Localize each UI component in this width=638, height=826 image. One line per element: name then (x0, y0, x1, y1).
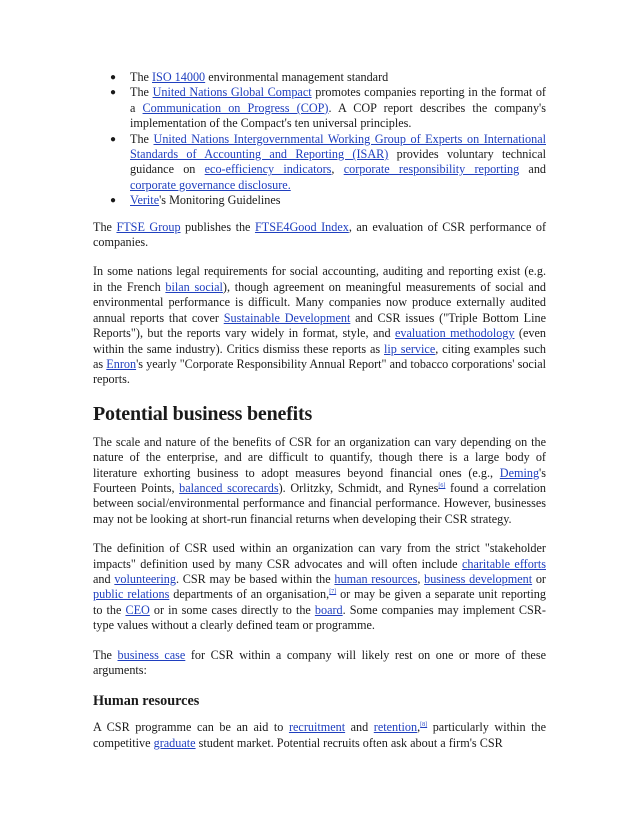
link-recruitment[interactable]: recruitment (288, 720, 346, 735)
paragraph-business-case (93, 648, 546, 679)
text: , (331, 162, 344, 177)
link-charitable-efforts[interactable]: charitable efforts (461, 556, 546, 571)
citation-6[interactable]: [6] (438, 482, 446, 489)
text: , an evaluation of CSR performance of companies. (93, 219, 547, 250)
text: or may be given a separate unit reporting to the (93, 587, 546, 617)
link-communication-on-progress[interactable]: Communication on Progress (COP) (142, 100, 329, 115)
link-ftse-group[interactable]: FTSE Group (116, 219, 181, 234)
link-sustainable-development[interactable]: Sustainable Development (223, 310, 351, 325)
link-isar[interactable]: United Nations Intergovernmental Working Group of Experts on International Standards of Accounting and Reporting (ISAR) (130, 131, 546, 162)
link-deming[interactable]: Deming (499, 465, 540, 480)
text: environmental management standard (205, 70, 389, 84)
text: particularly within the competitive (93, 720, 546, 750)
text: 's yearly "Corporate Responsibility Annual Report" and tobacco corporations' social reports. (93, 356, 547, 387)
text: student market. Potential recruits often ask about a firm's CSR (195, 735, 503, 750)
link-graduate[interactable]: graduate (153, 735, 196, 750)
list-item (93, 85, 546, 131)
list-item (93, 132, 546, 194)
text: A CSR programme can be an aid to (93, 720, 289, 735)
link-un-global-compact[interactable]: United Nations Global Compact (152, 85, 312, 100)
link-enron[interactable]: Enron (106, 356, 137, 371)
link-corporate-governance-disclosure[interactable]: corporate governance disclosure. (130, 177, 291, 192)
paragraph-scale-and-nature (93, 435, 546, 527)
text: , citing examples such as (93, 341, 546, 371)
text: . A COP report describes the company's implementation of the Compact's ten universal principles. (130, 100, 546, 131)
bullet-icon: ● (110, 87, 117, 99)
text: found a correlation between social/environmental performance and financial performance. However, businesses may not be looking at short-run financial returns when developing their CSR strategy. (93, 480, 546, 526)
text: The (93, 647, 118, 662)
text: 's Fourteen Points, (93, 465, 546, 495)
text: ), though agreement on meaningful measurements of social and environmental performance is difficult. Many companies now produce externally audited annual reports that cover (93, 279, 547, 325)
link-lip-service[interactable]: lip service (384, 341, 436, 356)
text: and (519, 162, 547, 177)
text: for CSR within a company will likely rest on one or more of these arguments: (93, 647, 546, 677)
text: departments of an organisation, (169, 587, 330, 602)
link-ftse4good-index[interactable]: FTSE4Good Index (254, 219, 349, 234)
bullet-icon: ● (110, 72, 117, 83)
section-heading: Potential business benefits (93, 402, 313, 425)
text: The scale and nature of the benefits of CSR for an organization can vary depending on the nature of the enterprise, and are difficult to quantify, though there is a large body of literature exhorting business to adopt measures beyond financial ones (e.g., (93, 434, 546, 480)
text: 's Monitoring Guidelines (159, 193, 281, 208)
link-board[interactable]: board (314, 602, 343, 617)
link-iso-14000[interactable]: ISO 14000 (152, 70, 206, 84)
text: and (93, 571, 115, 586)
text: , (417, 571, 425, 586)
text: , (417, 720, 421, 735)
text: provides voluntary technical guidance on (130, 147, 546, 177)
link-business-development[interactable]: business development (424, 571, 533, 586)
list-item (93, 70, 546, 85)
text: publishes the (180, 219, 255, 234)
text: The (130, 85, 153, 100)
link-evaluation-methodology[interactable]: evaluation methodology (394, 326, 515, 341)
text: or (532, 571, 546, 586)
link-eco-efficiency-indicators[interactable]: eco-efficiency indicators (204, 162, 332, 177)
citation-8[interactable]: [8] (420, 722, 428, 729)
subsection-heading: Human resources (93, 693, 200, 710)
link-human-resources[interactable]: human resources (334, 571, 418, 586)
paragraph-definition (93, 541, 546, 633)
link-verite[interactable]: Verite (130, 193, 160, 208)
citation-7[interactable]: [7] (329, 589, 337, 596)
link-bilan-social[interactable]: bilan social (165, 279, 223, 294)
text: and (345, 720, 374, 735)
link-balanced-scorecards[interactable]: balanced scorecards (179, 480, 279, 495)
link-public-relations[interactable]: public relations (93, 587, 170, 602)
text: (even within the same industry). Critics dismiss these reports as (93, 326, 546, 356)
text: The (130, 131, 154, 146)
bullet-icon: ● (110, 195, 117, 207)
paragraph-ftse (93, 220, 546, 251)
link-retention[interactable]: retention (373, 720, 418, 735)
text: . CSR may be based within the (175, 571, 335, 586)
text: The (93, 219, 117, 234)
list-item (93, 193, 546, 208)
text: or in some cases directly to the (149, 602, 315, 617)
document-page (93, 70, 546, 751)
text: The (130, 70, 152, 84)
text: and CSR issues ("Triple Bottom Line Reports"), but the reports vary widely in format, style, and (93, 310, 546, 341)
text: ). Orlitzky, Schmidt, and Rynes (278, 480, 439, 495)
text: The definition of CSR used within an organization can vary from the strict "stakeholder impacts" definition used by many CSR advocates and will often include (93, 541, 546, 571)
paragraph-human-resources (93, 720, 546, 751)
text: . Some companies may implement CSR-type values without a clearly defined team or programme. (93, 602, 546, 633)
bullet-icon: ● (110, 133, 117, 145)
link-ceo[interactable]: CEO (125, 602, 150, 617)
text: In some nations legal requirements for social accounting, auditing and reporting exist (e.g. in the French (93, 264, 546, 294)
paragraph-legal-requirements (93, 264, 546, 387)
link-volunteering[interactable]: volunteering (114, 571, 176, 586)
link-corporate-responsibility-reporting[interactable]: corporate responsibility reporting (343, 162, 520, 177)
reporting-standards-list (93, 70, 546, 209)
text: promotes companies reporting in the format of a (130, 85, 546, 115)
link-business-case[interactable]: business case (117, 647, 186, 662)
